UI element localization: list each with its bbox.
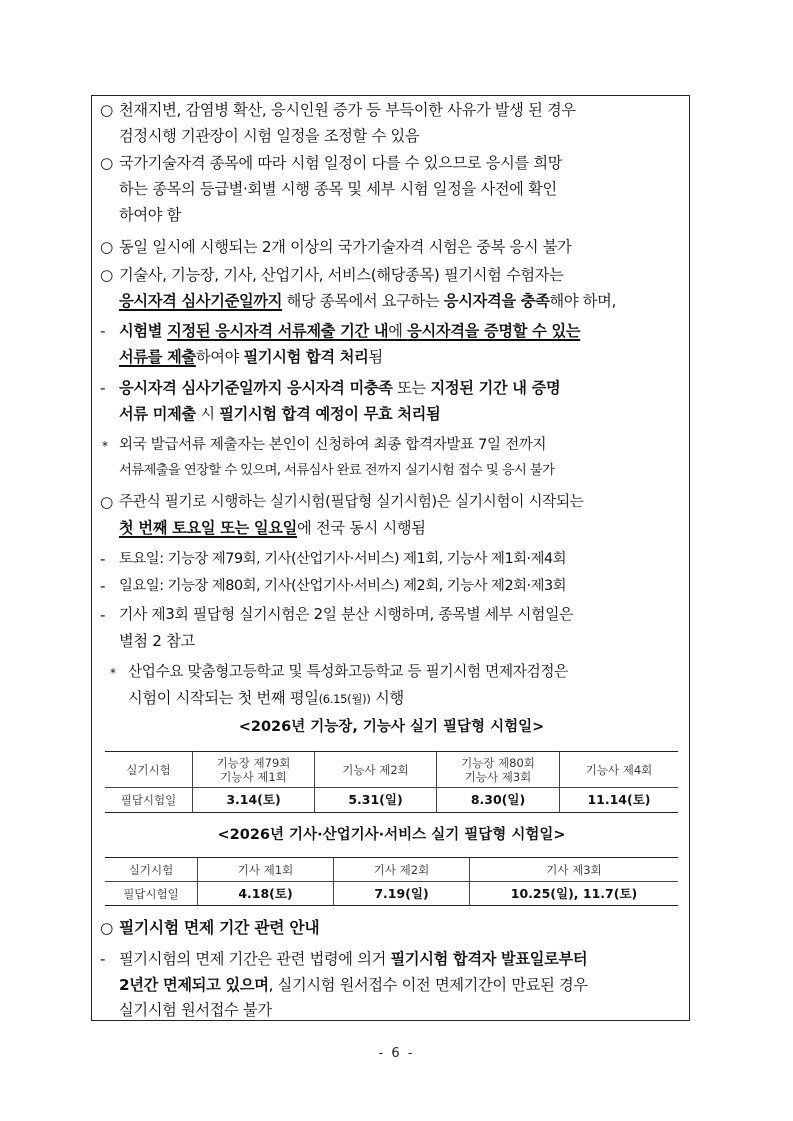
table-cell: 11.14(토) (560, 788, 679, 813)
bullet-text (119, 291, 616, 311)
table-header-cell: 기사 제3회 (470, 858, 679, 882)
table-row-label: 필답시험일 (105, 788, 193, 813)
section-heading: 필기시험 면제 기간 관련 안내 (119, 918, 320, 937)
table-header-cell (437, 752, 560, 788)
header-line: 기능사 제3회 (464, 769, 532, 784)
emphasis-text: 응시자격을 증명할 수 있는 (407, 322, 581, 340)
header-line: 기능장 제79회 (216, 755, 291, 770)
emphasis-text: 필기시험 합격 예정이 무효 처리됨 (219, 405, 441, 423)
plain-text: 필기시험의 면제 기간은 관련 법령에 의거 (119, 950, 391, 968)
header-line: 기능사 제1회 (220, 769, 287, 784)
bullet-text: 하는 종목의 등급별·회별 시행 종목 및 세부 시험 일정을 사전에 확인 (119, 180, 557, 198)
table-header-cell: 기사 제2회 (334, 858, 470, 882)
dash-marker: - (100, 950, 106, 968)
dash-marker: - (100, 550, 106, 568)
date-text: (6.15(월)) (318, 692, 371, 706)
table-cell: 4.18(토) (198, 882, 334, 906)
table-header-cell (193, 752, 315, 788)
table-header-cell (560, 752, 679, 788)
plain-text: 해당 종목에서 요구하는 (282, 292, 444, 310)
bullet-text: 검정시행 기관장이 시험 일정을 조정할 수 있음 (119, 127, 420, 145)
table-row (105, 788, 678, 813)
emphasis-text: 응시자격을 충족 (443, 292, 550, 310)
table-header-cell: 실기시험 (126, 762, 171, 777)
note-text: 외국 발급서류 제출자는 본인이 신청하여 최종 합격자발표 7일 전까지 (119, 437, 547, 453)
table-cell: 7.19(일) (334, 882, 470, 906)
emphasis-text: 서류를 제출 (119, 348, 196, 366)
table-header-cell (315, 752, 437, 788)
emphasis-text: 지정된 응시자격 서류제출 기간 내 (167, 322, 389, 340)
plain-text: 해야 하며, (549, 292, 617, 310)
table-cell: 3.14(토) (193, 788, 315, 813)
plain-text: 시 (195, 405, 220, 423)
dash-text: 실기시험 원서접수 불가 (119, 1001, 272, 1019)
plain-text: 시행 (370, 689, 404, 707)
bullet-marker: ○ (100, 919, 113, 937)
emphasis-text: 시험별 (119, 322, 168, 340)
bullet-text: 하여야 함 (119, 206, 182, 224)
dash-text (119, 975, 588, 995)
emphasis-text: 2년간 면제되고 있으며 (119, 976, 269, 994)
table-cell: 8.30(일) (437, 788, 560, 813)
header-line: 기능사 제4회 (585, 762, 653, 777)
emphasis-text: 필기시험 합격 처리 (243, 348, 369, 366)
table-cell: 5.31(일) (315, 788, 437, 813)
note-marker: * (102, 439, 108, 453)
emphasis-text: 첫 번째 토요일 또는 일요일 (119, 519, 298, 537)
note-text: 서류제출을 연장할 수 있으며, 서류심사 완료 전까지 실기시험 접수 및 응시 불가 (119, 463, 555, 478)
table-row (105, 882, 678, 906)
bullet-marker: ○ (100, 238, 113, 256)
bullet-marker: ○ (100, 101, 113, 119)
bullet-text: 국가기술자격 종목에 따라 시험 일정이 다를 수 있으므로 응시를 희망 (119, 154, 563, 172)
plain-text: 됨 (368, 348, 383, 366)
header-line: 기능사 제2회 (342, 762, 409, 777)
table-cell: 10.25(일), 11.7(토) (470, 882, 679, 906)
page-number: - 6 - (378, 1046, 415, 1061)
bullet-text: 주관식 필기로 시행하는 실기시험(필답형 실기시험)은 실기시험이 시작되는 (119, 493, 584, 510)
bullet-marker: ○ (100, 154, 113, 172)
table-header-row (105, 858, 678, 882)
bullet-text (119, 518, 426, 538)
table2 (105, 857, 678, 906)
bullet-marker: ○ (100, 266, 113, 284)
dash-text (119, 949, 587, 969)
note-marker: * (110, 666, 116, 680)
dash-marker: - (100, 379, 106, 397)
bullet-text: 동일 일시에 시행되는 2개 이상의 국가기술자격 시험은 중복 응시 불가 (119, 238, 572, 256)
dash-text: 일요일: 기능장 제80회, 기사(산업기사·서비스) 제2회, 기능사 제2회·제3회 (119, 578, 567, 594)
dash-marker: - (100, 606, 106, 624)
emphasis-text: 서류 미제출 (119, 405, 196, 423)
plain-text: 에 (388, 322, 408, 340)
dash-marker: - (100, 322, 106, 340)
plain-text: , 실기시험 원서접수 이전 면제기간이 만료된 경우 (268, 976, 588, 994)
dash-text (119, 347, 383, 367)
dash-text (119, 321, 580, 341)
emphasis-text: 응시자격 심사기준일까지 응시자격 미충족 (119, 379, 393, 397)
dash-text (119, 378, 560, 398)
plain-text: 시험이 시작되는 첫 번째 평일 (128, 689, 319, 707)
table-row-label: 필답시험일 (105, 882, 198, 906)
bullet-text: 기술사, 기능장, 기사, 산업기사, 서비스(해당종목) 필기시험 수험자는 (119, 266, 564, 284)
note-text (128, 688, 404, 709)
plain-text: 또는 (392, 379, 431, 397)
plain-text: 하여야 (195, 348, 244, 366)
table-header-row (105, 752, 678, 788)
emphasis-text: 필기시험 합격자 발표일로부터 (390, 950, 588, 968)
table-header-cell: 기사 제1회 (198, 858, 334, 882)
dash-marker: - (100, 577, 106, 595)
emphasis-text: 응시자격 심사기준일까지 (119, 292, 283, 310)
dash-text: 기사 제3회 필답형 실기시험은 2일 분산 시행하며, 종목별 세부 시험일은 (119, 606, 574, 623)
bullet-marker: ○ (100, 493, 113, 511)
header-line: 기능장 제80회 (461, 755, 535, 770)
dash-text (119, 404, 440, 424)
dash-text: 토요일: 기능장 제79회, 기사(산업기사·서비스) 제1회, 기능사 제1회·제4회 (119, 551, 567, 567)
note-text: 산업수요 맞춤형고등학교 및 특성화고등학교 등 필기시험 면제자검정은 (128, 663, 568, 680)
plain-text: 에 전국 동시 시행됨 (297, 519, 426, 537)
table2-caption: <2026년 기사·산업기사·서비스 실기 필답형 시험일> (217, 827, 566, 843)
table-header-cell: 실기시험 (128, 862, 174, 877)
bullet-text: 천재지변, 감염병 확산, 응시인원 증가 등 부득이한 사유가 발생 된 경우 (119, 101, 576, 119)
table1-caption: <2026년 기능장, 기능사 실기 필답형 시험일> (238, 719, 545, 735)
content-box (91, 95, 690, 1021)
table1 (105, 751, 678, 813)
emphasis-text: 지정된 기간 내 증명 (430, 379, 561, 397)
dash-text: 별첨 2 참고 (119, 632, 195, 650)
